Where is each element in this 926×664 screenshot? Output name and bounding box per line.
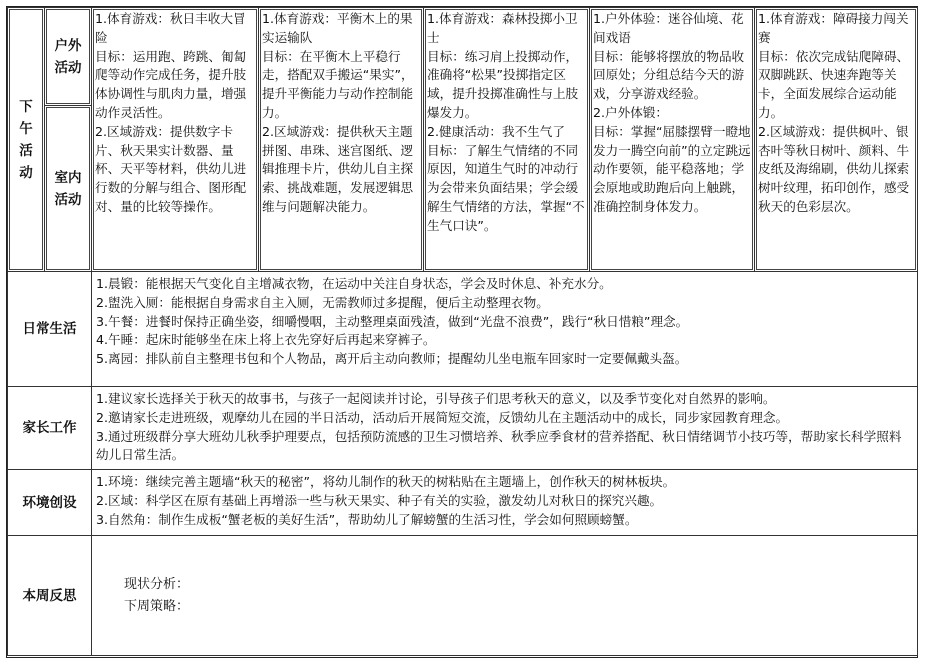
day-5-line-1: 1.体育游戏：障碍接力闯关赛 — [758, 11, 909, 45]
weekly-plan-sheet — [6, 6, 918, 658]
daily-life-content — [92, 272, 918, 387]
day-2-line-1: 1.体育游戏：平衡木上的果实运输队 — [262, 11, 413, 45]
current-analysis-label: 现状分析： — [124, 576, 190, 592]
day-3-line-3: 2.健康活动：我不生气了 — [427, 123, 565, 139]
reflection-content — [92, 536, 918, 656]
day-2-activity-cell — [259, 8, 424, 272]
daily-life-line-2: 2.盥洗入厕：能根据自身需求自主入厕，无需教师过多提醒，便后主动整理衣物。 — [96, 294, 549, 310]
weekly-plan-table — [7, 7, 918, 656]
parent-work-line-1: 1.建议家长选择关于秋天的故事书，与孩子一起阅读并讨论，引导孩子们思考秋天的意义，以及季节变化对自然界的影响。 — [96, 391, 776, 406]
daily-life-line-3: 3.午餐：进餐时保持正确坐姿，细嚼慢咽，主动整理桌面残渣，做到“光盘不浪费”，践行“秋日惜粮”理念。 — [96, 313, 689, 329]
day-1-line-3: 2.区域游戏：提供数字卡片、秋天果实计数器、量杯、天平等材料，供幼儿进行数的分解与组合、图形配对、量的比较等操作。 — [95, 123, 247, 214]
day-5-line-3: 2.区域游戏：提供枫叶、银杏叶等秋日树叶、颜料、牛皮纸及海绵刷，供幼儿探索树叶纹理，拓印创作，感受秋天的色彩层次。 — [758, 123, 910, 214]
environment-line-3: 3.自然角：制作生成板“蟹老板的美好生活”，帮助幼儿了解螃蟹的生活习性，学会如何照顾螃蟹。 — [96, 511, 638, 527]
parent-work-line-3: 3.通过班级群分享大班幼儿秋季护理要点，包括预防流感的卫生习惯培养、秋季应季食材的营养搭配、秋日情绪调节小技巧等，帮助家长科学照料幼儿日常生活。 — [96, 428, 902, 463]
day-5-activity-cell — [755, 8, 918, 272]
indoor-activity-label — [45, 106, 92, 272]
day-2-line-3: 2.区域游戏：提供秋天主题拼图、串珠、迷宫图纸、逻辑推理卡片，供幼儿自主探索、挑战难题，发展逻辑思维与问题解决能力。 — [262, 123, 414, 214]
parent-work-content — [92, 387, 918, 470]
outdoor-activity-label — [45, 8, 92, 106]
day-3-line-4: 目标：了解生气情绪的不同原因，知道生气时的冲动行为会带来负面结果；学会缓解生气情绪的方法，掌握“不生气口诀”。 — [427, 142, 585, 233]
day-4-line-1: 1.户外体验：迷谷仙境、花间戏语 — [593, 11, 744, 45]
day-3-activity-cell — [424, 8, 590, 272]
parent-work-line-2: 2.邀请家长走进班级，观摩幼儿在园的半日活动，活动后开展简短交流，反馈幼儿在主题活动中的成长，同步家园教育理念。 — [96, 409, 789, 425]
day-1-activity-cell — [92, 8, 259, 272]
parent-work-label: 家长工作 — [8, 387, 92, 470]
day-5-line-2: 目标：依次完成钻爬障碍、双脚跳跃、快速奔跑等关卡，全面发展综合运动能力。 — [758, 48, 910, 120]
daily-life-label: 日常生活 — [8, 272, 92, 387]
afternoon-activity-label — [8, 8, 45, 272]
day-4-line-2: 目标：能够将摆放的物品收回原处；分组总结今天的游戏，分享游戏经验。 — [593, 48, 745, 102]
next-week-strategy-label: 下周策略： — [124, 598, 190, 614]
outdoor-label-text: 户外活动 — [54, 37, 82, 76]
environment-content — [92, 470, 918, 536]
day-4-line-3: 2.户外体锻： — [593, 104, 668, 120]
environment-line-1: 1.环境：继续完善主题墙“秋天的秘密”，将幼儿制作的秋天的树粘贴在主题墙上，创作秋天的树林板块。 — [96, 474, 676, 489]
day-3-line-1: 1.体育游戏：森林投掷小卫士 — [427, 11, 578, 45]
reflection-label: 本周反思 — [8, 536, 92, 656]
daily-life-line-5: 5.离园：排队前自主整理书包和个人物品，离开后主动向教师；提醒幼儿坐电瓶车回家时一定要佩戴头盔。 — [96, 351, 688, 367]
day-1-line-1: 1.体育游戏：秋日丰收大冒险 — [95, 11, 246, 45]
daily-life-line-1: 1.晨锻：能根据天气变化自主增减衣物，在运动中关注自身状态，学会及时休息、补充水分。 — [96, 276, 612, 291]
day-4-activity-cell — [590, 8, 755, 272]
day-4-line-4: 目标：掌握“屈膝摆臂一瞪地发力一腾空向前”的立定跳远动作要领，能平稳落地；学会原地或助跑后向上触跳，准确控制身体发力。 — [593, 123, 751, 214]
day-1-line-2: 目标：运用跑、跨跳、匍匐爬等动作完成任务，提升肢体协调性与肌肉力量，增强动作灵活性。 — [95, 48, 247, 120]
day-2-line-2: 目标：在平衡木上平稳行走，搭配双手搬运“果实”，提升平衡能力与动作控制能力。 — [262, 48, 414, 120]
environment-line-2: 2.区域：科学区在原有基础上再增添一些与秋天果实、种子有关的实验，激发幼儿对秋日的探究兴趣。 — [96, 492, 663, 508]
afternoon-label-text: 下午活动 — [19, 98, 33, 181]
environment-label: 环境创设 — [8, 470, 92, 536]
indoor-label-text: 室内活动 — [54, 169, 82, 208]
day-3-line-2: 目标：练习肩上投掷动作，准确将“松果”投掷指定区域，提升投掷准确性与上肢爆发力。 — [427, 48, 579, 120]
daily-life-line-4: 4.午睡：起床时能够坐在床上将上衣先穿好后再起来穿裤子。 — [96, 332, 436, 348]
